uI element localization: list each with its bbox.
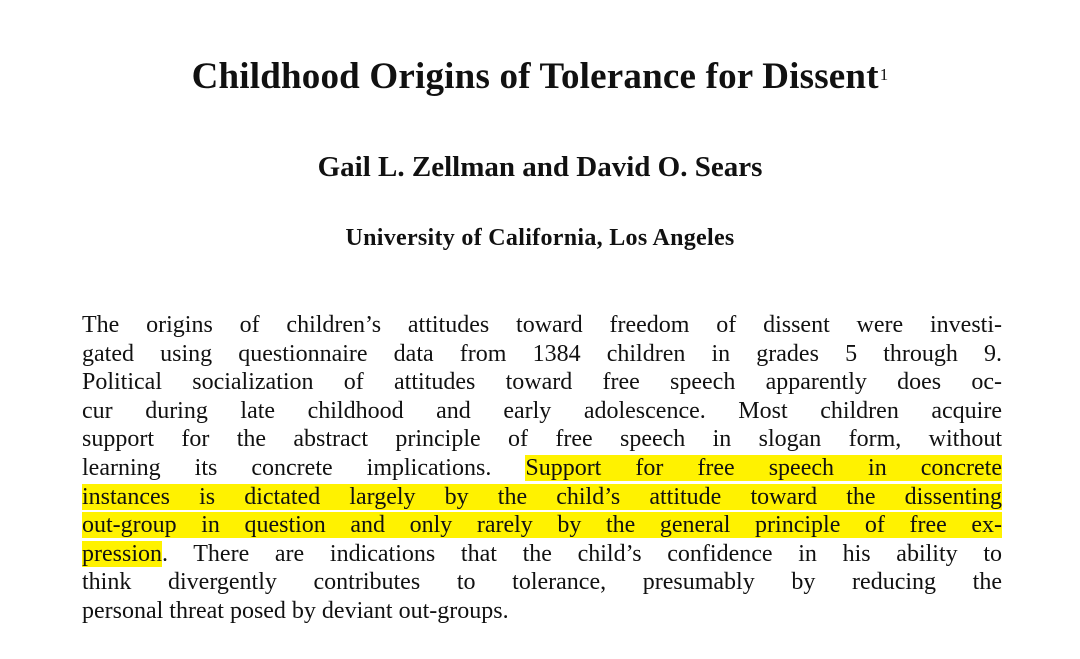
abstract-line [82, 540, 1002, 569]
abstract-line [82, 568, 1002, 597]
abstract-text: think divergently contributes to tolerance, presumably by reducing the [82, 569, 1002, 596]
abstract-text: Political socialization of attitudes toward free speech apparently does oc- [82, 369, 1002, 396]
paper-authors: Gail L. Zellman and David O. Sears [317, 151, 763, 183]
abstract-line [82, 597, 1002, 626]
paper-title-text: Childhood Origins of Tolerance for Dissent [191, 56, 879, 97]
abstract [82, 311, 1002, 626]
abstract-text: personal threat posed by deviant out-groups. [82, 597, 509, 624]
paper-title [0, 52, 1080, 102]
abstract-text: support for the abstract principle of free speech in slogan form, without [82, 426, 1002, 453]
highlighted-text: pression [82, 540, 162, 567]
highlighted-text: out-group in question and only rarely by the general principle of free ex- [82, 512, 1002, 539]
highlighted-text: Support for free speech in concrete [525, 454, 1002, 481]
paper-affiliation: University of California, Los Angeles [345, 225, 735, 251]
abstract-text: learning its concrete implications. [82, 454, 526, 481]
abstract-text: gated using questionnaire data from 1384 children in grades 5 through 9. [82, 340, 1002, 367]
abstract-line [82, 483, 1002, 512]
abstract-line [82, 454, 1002, 483]
title-footnote-marker: 1 [879, 65, 889, 84]
abstract-text: The origins of children’s attitudes toward freedom of dissent were investi- [82, 312, 1002, 338]
abstract-line [82, 368, 1002, 397]
abstract-text: . There are indications that the child’s confidence in his ability to [162, 540, 1002, 567]
abstract-line [82, 425, 1002, 454]
abstract-text: cur during late childhood and early adolescence. Most children acquire [82, 397, 1002, 424]
highlighted-text: instances is dictated largely by the child’s attitude toward the dissenting [82, 483, 1002, 510]
abstract-line [82, 340, 1002, 369]
abstract-line [82, 511, 1002, 540]
abstract-line [82, 311, 1002, 340]
abstract-line [82, 397, 1002, 426]
